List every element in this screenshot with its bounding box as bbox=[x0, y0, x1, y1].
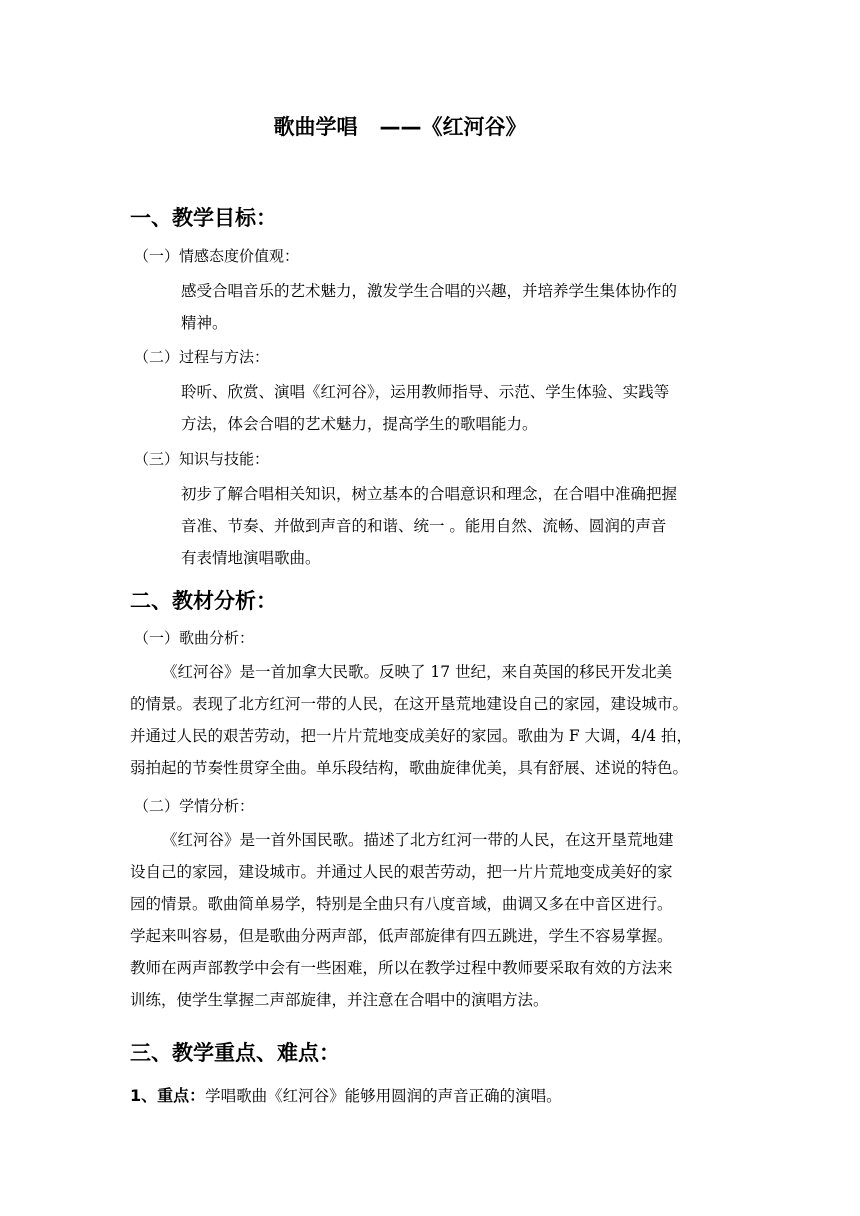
paragraph-student-analysis bbox=[130, 824, 730, 1016]
key-point-item bbox=[130, 1081, 562, 1111]
paragraph-line: 精神。 bbox=[181, 314, 228, 332]
subsection-label-attitude: （一）情感态度价值观： bbox=[134, 247, 300, 265]
subsection-label-song-analysis: （一）歌曲分析： bbox=[134, 629, 255, 647]
paragraph-line: 并通过人民的艰苦劳动，把一片片荒地变成美好的家园。歌曲为 F 大调，4/4 拍， bbox=[130, 727, 692, 745]
subsection-label-knowledge: （三）知识与技能： bbox=[134, 450, 270, 468]
page-title bbox=[0, 112, 800, 142]
paragraph-line: 初步了解合唱相关知识，树立基本的合唱意识和理念，在合唱中准确把握 bbox=[181, 485, 678, 503]
paragraph-line: 感受合唱音乐的艺术魅力，激发学生合唱的兴趣，并培养学生集体协作的 bbox=[181, 282, 678, 300]
paragraph-song-analysis bbox=[130, 656, 730, 784]
key-point-label: 1、重点： bbox=[130, 1086, 206, 1105]
paragraph-knowledge bbox=[181, 478, 729, 574]
section-heading-objectives: 一、教学目标： bbox=[130, 206, 277, 230]
paragraph-line: 《红河谷》是一首加拿大民歌。反映了 17 世纪，来自英国的移民开发北美 bbox=[162, 663, 673, 681]
section-heading-material: 二、教材分析： bbox=[130, 589, 277, 613]
paragraph-line: 的情景。表现了北方红河一带的人民，在这开垦荒地建设自己的家园，建设城市。 bbox=[130, 695, 689, 713]
paragraph-line: 教师在两声部教学中会有一些困难，所以在教学过程中教师要采取有效的方法来 bbox=[130, 959, 673, 977]
paragraph-line: 有表情地演唱歌曲。 bbox=[181, 549, 321, 567]
paragraph-line: 方法，体会合唱的艺术魅力，提高学生的歌唱能力。 bbox=[181, 415, 538, 433]
subsection-label-student-analysis: （二）学情分析： bbox=[134, 797, 255, 815]
subsection-label-process: （二）过程与方法： bbox=[134, 348, 270, 366]
paragraph-line: 《红河谷》是一首外国民歌。描述了北方红河一带的人民，在这开垦荒地建 bbox=[162, 831, 674, 849]
paragraph-line: 音准、节奏、并做到声音的和谐、统一 。能用自然、流畅、圆润的声音 bbox=[181, 517, 667, 535]
title-main: 歌曲学唱 bbox=[273, 115, 358, 139]
paragraph-line: 训练，使学生掌握二声部旋律，并注意在合唱中的演唱方法。 bbox=[130, 991, 549, 1009]
paragraph-line: 聆听、欣赏、演唱《红河谷》，运用教师指导、示范、学生体验、实践等 bbox=[181, 383, 670, 401]
paragraph-process bbox=[181, 376, 729, 440]
key-point-text: 学唱歌曲《红河谷》能够用圆润的声音正确的演唱。 bbox=[205, 1087, 562, 1105]
section-heading-key-points: 三、教学重点、难点： bbox=[130, 1041, 340, 1065]
title-sub: ——《红河谷》 bbox=[379, 115, 527, 139]
paragraph-line: 学起来叫容易，但是歌曲分两声部，低声部旋律有四五跳进，学生不容易掌握。 bbox=[130, 927, 673, 945]
paragraph-line: 设自己的家园，建设城市。并通过人民的艰苦劳动，把一片片荒地变成美好的家 bbox=[130, 863, 673, 881]
paragraph-line: 园的情景。歌曲简单易学，特别是全曲只有八度音域，曲调又多在中音区进行。 bbox=[130, 895, 673, 913]
paragraph-line: 弱拍起的节奏性贯穿全曲。单乐段结构，歌曲旋律优美，具有舒展、述说的特色。 bbox=[130, 759, 689, 777]
paragraph-attitude bbox=[181, 275, 729, 339]
